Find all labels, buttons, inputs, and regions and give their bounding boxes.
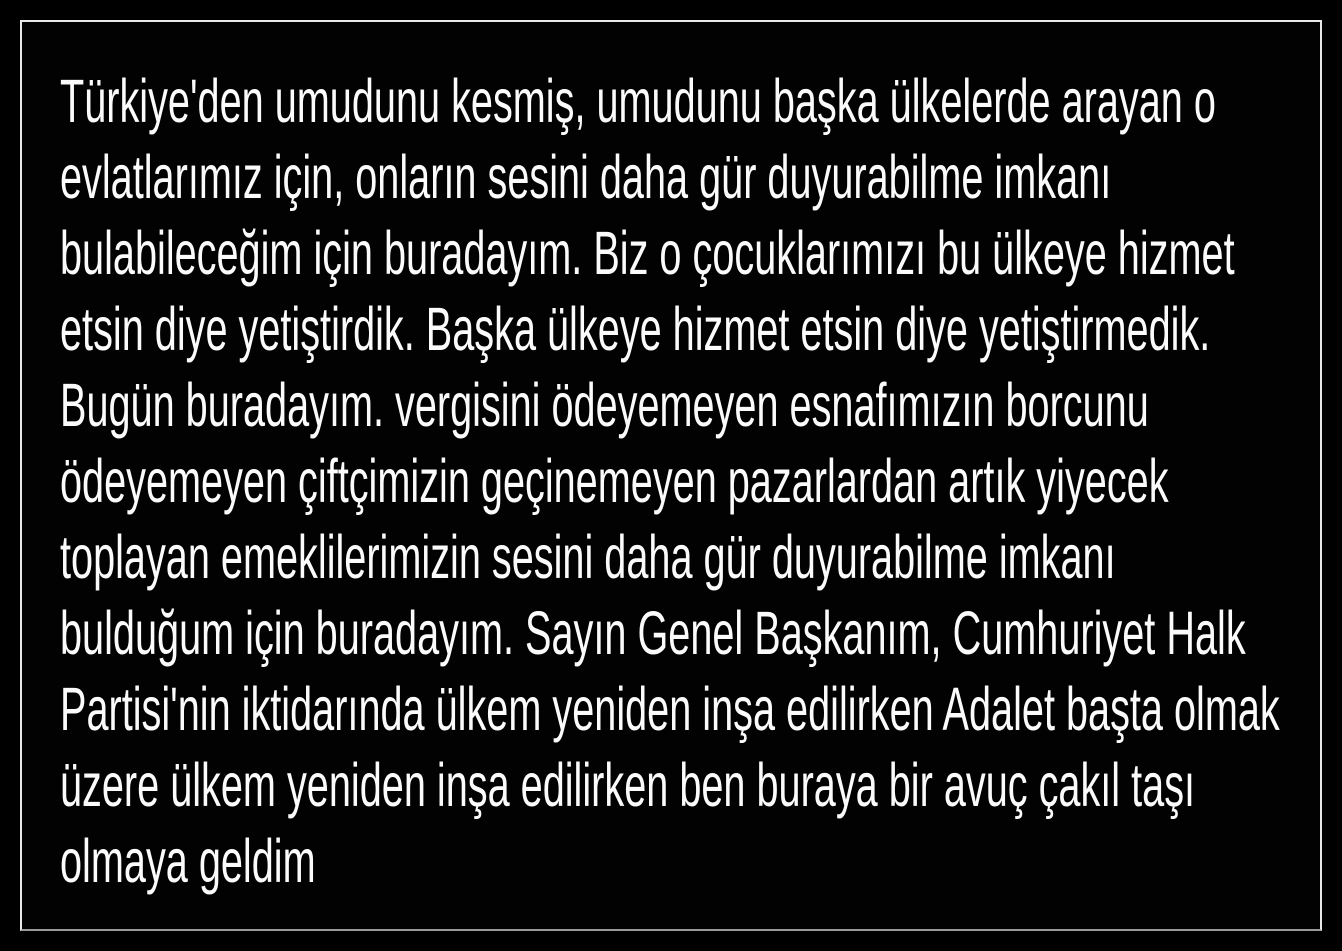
caption-line: toplayan emeklilerimizin sesini daha gür duyurabilme imkanı bbox=[60, 523, 1116, 591]
caption-line: evlatlarımız için, onların sesini daha gür duyurabilme imkanı bbox=[60, 143, 1112, 211]
caption-line: etsin diye yetiştirdik. Başka ülkeye hizmet etsin diye yetiştirmedik. bbox=[60, 295, 1211, 363]
caption-line: ödeyemeyen çiftçimizin geçinemeyen pazarlardan artık yiyecek bbox=[60, 447, 1169, 515]
caption-line: Türkiye'den umudunu kesmiş, umudunu başka ülkelerde arayan o bbox=[60, 67, 1216, 135]
caption-line: Partisi'nin iktidarında ülkem yeniden inşa edilirken Adalet başta olmak bbox=[60, 675, 1280, 743]
caption-line: üzere ülkem yeniden inşa edilirken ben buraya bir avuç çakıl taşı bbox=[60, 751, 1196, 819]
caption-line: olmaya geldim bbox=[60, 827, 316, 895]
caption-text-block bbox=[22, 22, 1320, 899]
caption-line: Bugün buradayım. vergisini ödeyemeyen esnafımızın borcunu bbox=[60, 371, 1149, 439]
caption-frame-border bbox=[20, 20, 1322, 931]
caption-line: bulduğum için buradayım. Sayın Genel Başkanım, Cumhuriyet Halk bbox=[60, 599, 1246, 667]
caption-line: bulabileceğim için buradayım. Biz o çocuklarımızı bu ülkeye hizmet bbox=[60, 219, 1235, 287]
